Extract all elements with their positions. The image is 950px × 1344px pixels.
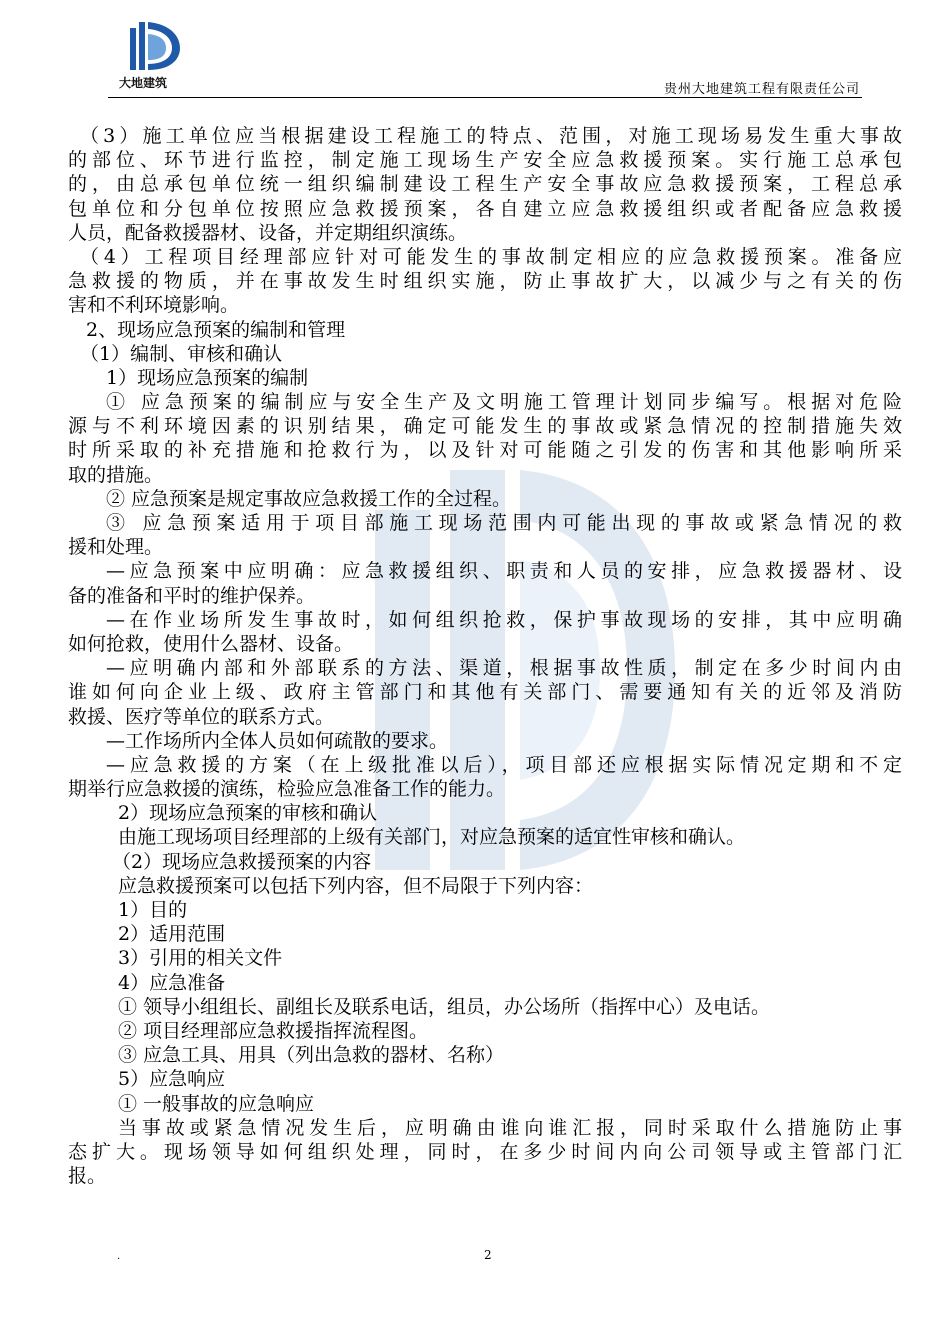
text-line: 应急救援预案可以包括下列内容，但不局限于下列内容： [118,874,594,897]
text-line: —应急救援的方案（在上级批准以后），项目部还应根据实际情况定期和不定 [106,753,902,776]
text-line: ② 应急预案是规定事故应急救援工作的全过程。 [106,487,512,510]
text-line: 备的准备和平时的维护保养。 [68,584,316,607]
text-line: 3）引用的相关文件 [118,947,283,970]
text-line: 救援、医疗等单位的联系方式。 [68,705,335,728]
text-line: 期举行应急救援的演练，检验应急准备工作的能力。 [68,778,506,801]
text-line: ① 应急预案的编制应与安全生产及文明施工管理计划同步编写。根据对危险 [106,391,902,414]
text-line: 2）现场应急预案的审核和确认 [118,802,378,825]
text-line: 由施工现场项目经理部的上级有关部门，对应急预案的适宜性审核和确认。 [118,826,746,849]
text-line: —应明确内部和外部联系的方法、渠道，根据事故性质，制定在多少时间内由 [106,657,902,680]
text-line: ① 一般事故的应急响应 [118,1092,315,1115]
text-line: 当事故或紧急情况发生后，应明确由谁向谁汇报，同时采取什么措施防止事 [118,1116,902,1139]
text-line: 如何抢救，使用什么器材、设备。 [68,632,354,655]
text-line: —工作场所内全体人员如何疏散的要求。 [106,729,449,752]
text-line: 援和处理。 [68,536,164,559]
text-line: 4）应急准备 [118,971,226,994]
text-line: 1）目的 [118,899,188,921]
text-line: （2）现场应急救援预案的内容 [112,850,372,873]
document-body [68,124,902,1188]
text-line: 包单位和分包单位按照应急救援预案，各自建立应急救援组织或者配备应急救援 [68,197,902,220]
company-name: 贵州大地建筑工程有限责任公司 [663,82,860,97]
text-line: ② 项目经理部应急救援指挥流程图。 [118,1019,429,1042]
text-line: 急救援的物质，并在事故发生时组织实施，防止事故扩大，以减少与之有关的伤 [68,270,902,293]
header-divider [108,97,862,98]
text-line: ① 领导小组组长、副组长及联系电话，组员，办公场所（指挥中心）及电话。 [118,995,771,1018]
text-line: 态扩大。现场领导如何组织处理，同时，在多少时间内向公司领导或主管部门汇 [68,1140,902,1163]
text-line: 5）应急响应 [118,1068,226,1091]
text-line: 2）适用范围 [118,923,226,946]
text-line: 1）现场应急预案的编制 [106,366,309,389]
text-line: —应急预案中应明确：应急救援组织、职责和人员的安排，应急救援器材、设 [106,560,902,583]
text-line: 谁如何向企业上级、政府主管部门和其他有关部门、需要通知有关的近邻及消防 [68,681,902,704]
text-line: 人员，配备救援器材、设备，并定期组织演练。 [68,221,468,244]
page-number: 2 [484,1248,492,1262]
text-line: 取的措施。 [68,463,164,486]
text-line: 报。 [68,1165,107,1188]
text-line: （3）施工单位应当根据建设工程施工的特点、范围，对施工现场易发生重大事故 [80,125,902,147]
text-line: 源与不利环境因素的识别结果，确定可能发生的事故或紧急情况的控制措施失效 [68,415,902,438]
text-line: 的部位、环节进行监控，制定施工现场生产安全应急救援预案。实行施工总承包 [68,149,902,172]
text-line: ③ 应急工具、用具（列出急救的器材、名称） [118,1044,505,1067]
footer-dot: . [117,1251,121,1262]
logo-text: 大地建筑 [119,76,168,90]
text-line: 害和不利环境影响。 [68,294,240,317]
text-line: 的，由总承包单位统一组织编制建设工程生产安全事故应急救援预案，工程总承 [68,173,902,196]
text-line: 2、现场应急预案的编制和管理 [86,318,346,341]
text-line: ③ 应急预案适用于项目部施工现场范围内可能出现的事故或紧急情况的救 [106,512,902,534]
text-line: （1）编制、审核和确认 [80,342,283,365]
text-line: 时所采取的补充措施和抢救行为，以及针对可能随之引发的伤害和其他影响所采 [68,439,902,462]
text-line: （4）工程项目经理部应针对可能发生的事故制定相应的应急救援预案。准备应 [80,245,902,268]
text-line: —在作业场所发生事故时，如何组织抢救，保护事故现场的安排，其中应明确 [106,608,902,631]
